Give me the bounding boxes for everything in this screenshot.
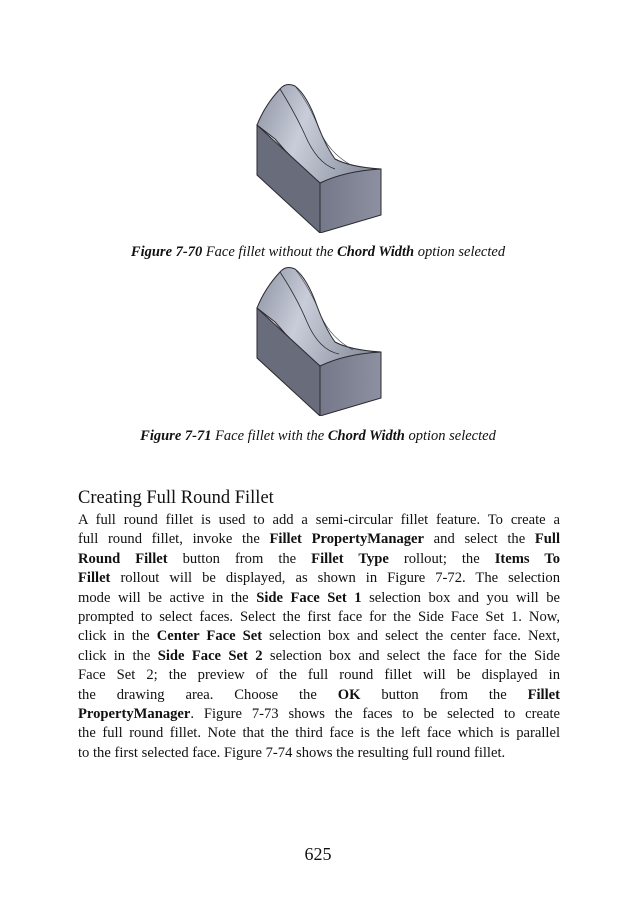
paragraph-line: A full round fillet is used to add a semi-circular fillet feature. To create a (78, 512, 560, 528)
bold-term: Side Face Set 1 (256, 589, 362, 606)
figure-7-70-caption: Figure 7-70 Face fillet without the Chord Width option selected (130, 244, 506, 260)
paragraph-line: click in the Center Face Set selection box and select the center face. Next, (78, 628, 560, 645)
bold-term: OK (337, 686, 361, 703)
figure-7-70-image (255, 83, 385, 233)
bold-term: Fillet PropertyManager (269, 531, 424, 548)
section-heading: Creating Full Round Fillet (78, 488, 274, 508)
figure-label: Figure 7-70 (130, 244, 203, 260)
fillet-model-illustration (255, 266, 385, 416)
paragraph-line: the full round fillet. Note that the third face is the left face which is parallel (78, 725, 560, 742)
paragraph-line: mode will be active in the Side Face Set 1 selection box and you will be (78, 589, 561, 606)
fillet-model-illustration (255, 83, 385, 233)
paragraph-line: Fillet rollout will be displayed, as shown in Figure 7-72. The selection (78, 570, 560, 587)
figure-label: Figure 7-71 (140, 428, 212, 444)
section-body-text (78, 511, 560, 763)
paragraph-line: prompted to select faces. Select the first face for the Side Face Set 1. Now, (78, 608, 560, 625)
figure-7-71-image (255, 266, 385, 416)
paragraph-line: Round Fillet button from the Fillet Type rollout; the Items To (78, 550, 561, 567)
paragraph-line: the drawing area. Choose the OK button from the Fillet (78, 686, 560, 703)
page-number: 625 (304, 844, 332, 864)
paragraph-line: full round fillet, invoke the Fillet PropertyManager and select the Full (78, 531, 561, 548)
paragraph-line: PropertyManager. Figure 7-73 shows the faces to be selected to create (78, 705, 560, 722)
bold-term: Fillet (78, 570, 111, 587)
bold-term: Round Fillet (78, 550, 168, 567)
bold-term: Side Face Set 2 (157, 647, 263, 664)
bold-term: Items To (494, 550, 561, 567)
bold-term: Fillet Type (311, 550, 389, 567)
bold-term: PropertyManager (78, 705, 191, 722)
bold-term: Center Face Set (156, 628, 263, 645)
figure-7-71-caption: Figure 7-71 Face fillet with the Chord Width option selected (140, 428, 496, 444)
paragraph-line: to the first selected face. Figure 7-74 shows the resulting full round fillet. (78, 744, 506, 761)
bold-term: Full (534, 531, 561, 548)
bold-term: Fillet (527, 686, 560, 703)
paragraph-line: Face Set 2; the preview of the full round fillet will be displayed in (78, 667, 560, 684)
paragraph-line: click in the Side Face Set 2 selection box and select the face for the Side (78, 647, 560, 664)
